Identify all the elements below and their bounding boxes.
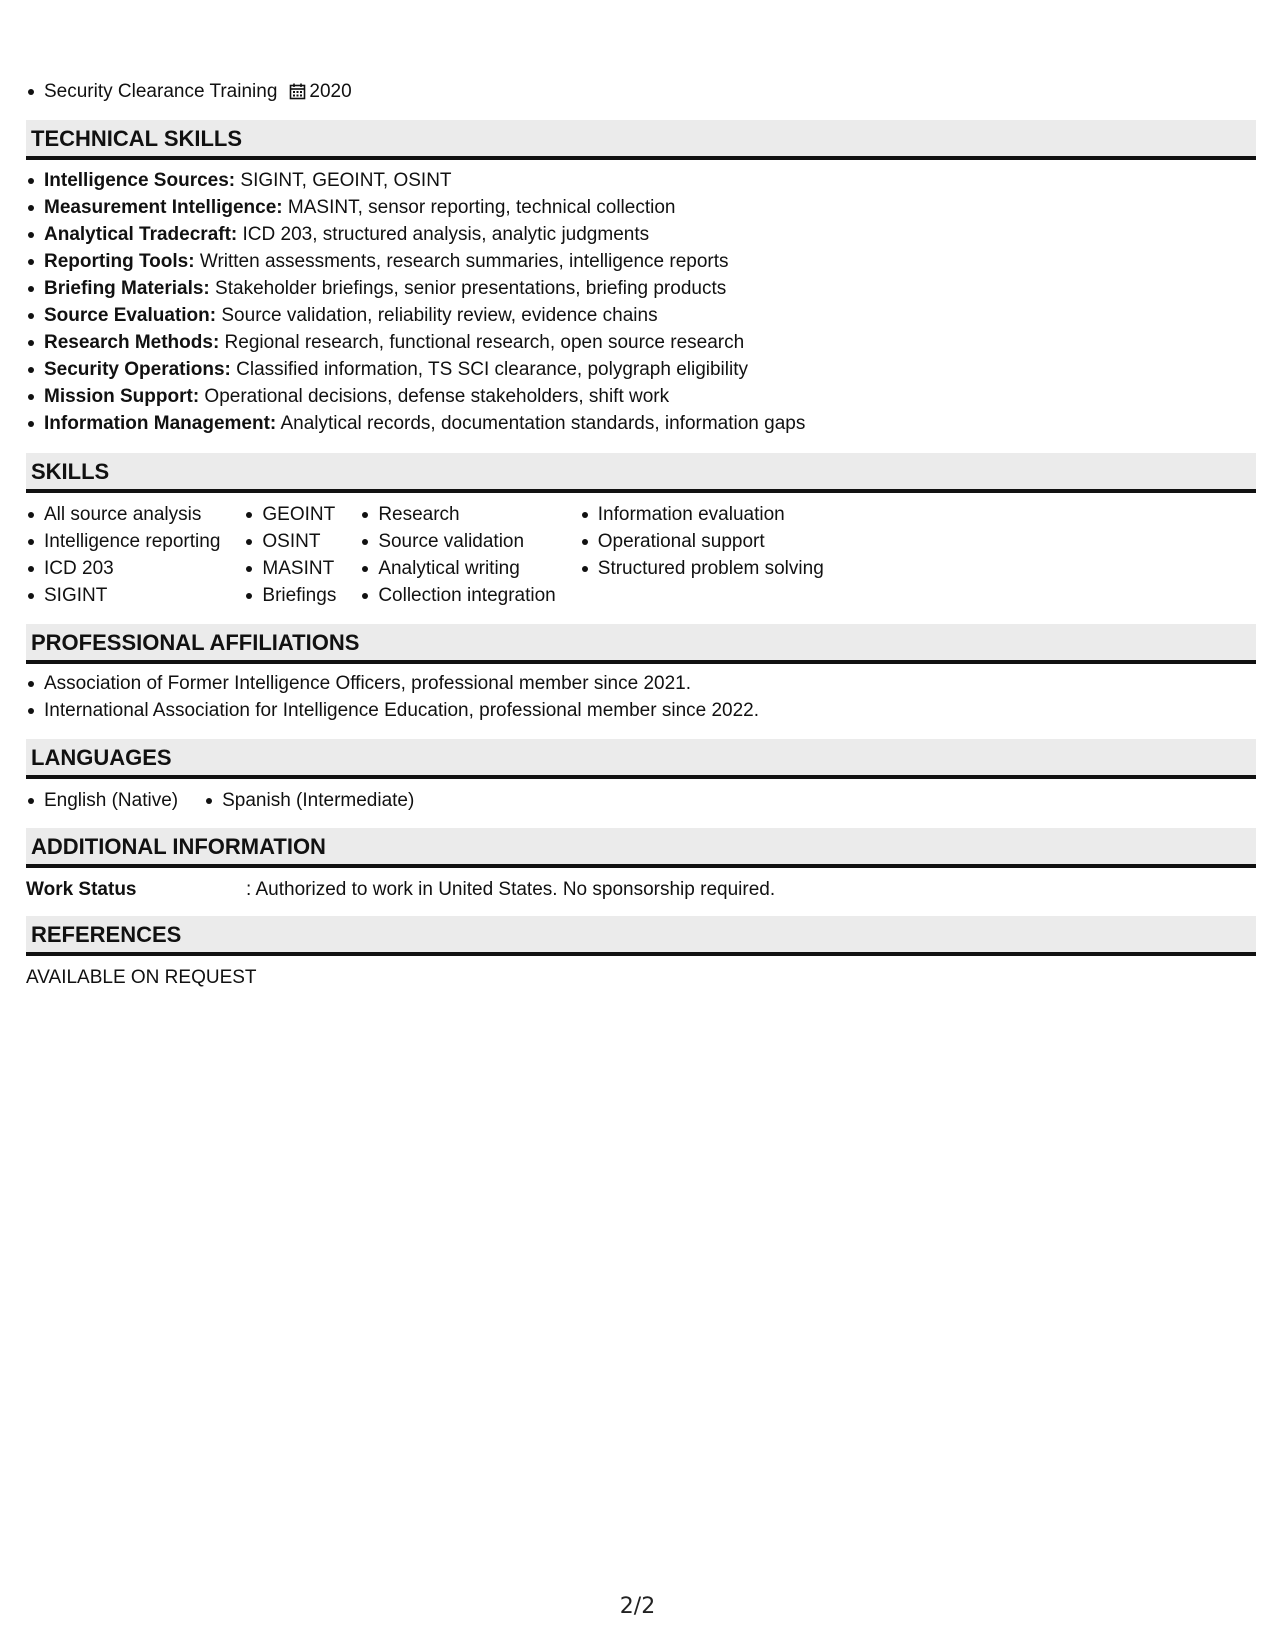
skill-item: Information evaluation <box>580 501 824 528</box>
technical-skill-label: Briefing Materials: <box>44 278 210 299</box>
technical-skill-item <box>26 248 805 275</box>
technical-skill-text: ICD 203, structured analysis, analytic judgments <box>237 224 650 245</box>
affiliations-list <box>26 670 759 724</box>
technical-skill-item <box>26 329 805 356</box>
technical-skill-label: Measurement Intelligence: <box>44 197 283 218</box>
skills-columns <box>26 501 848 609</box>
skill-item: Collection integration <box>360 582 555 609</box>
page-number: 2/2 <box>619 1594 656 1619</box>
technical-skill-item <box>26 410 805 437</box>
list-item <box>26 78 352 108</box>
skills-column <box>244 501 336 609</box>
skill-item: MASINT <box>244 555 336 582</box>
technical-skill-item <box>26 356 805 383</box>
technical-skill-item <box>26 302 805 329</box>
skill-item: OSINT <box>244 528 336 555</box>
technical-skill-label: Information Management: <box>44 413 277 434</box>
technical-skill-item <box>26 194 805 221</box>
technical-skill-label: Source Evaluation: <box>44 305 217 326</box>
technical-skill-label: Mission Support: <box>44 386 200 407</box>
skill-item: SIGINT <box>26 582 220 609</box>
language-item: English (Native) <box>26 787 178 814</box>
technical-skill-text: Regional research, functional research, open source research <box>219 332 745 353</box>
technical-skill-item <box>26 383 805 410</box>
additional-information-heading: ADDITIONAL INFORMATION <box>26 828 1256 868</box>
training-label: Security Clearance Training <box>44 81 278 102</box>
references-heading: REFERENCES <box>26 916 1256 956</box>
skills-column <box>580 501 824 609</box>
technical-skill-text: MASINT, sensor reporting, technical collection <box>282 197 676 218</box>
references-text: AVAILABLE ON REQUEST <box>26 967 257 988</box>
training-year: 2020 <box>309 81 352 102</box>
technical-skill-text: Source validation, reliability review, evidence chains <box>216 305 658 326</box>
skill-item: ICD 203 <box>26 555 220 582</box>
language-item: Spanish (Intermediate) <box>204 787 414 814</box>
languages-heading: LANGUAGES <box>26 739 1256 779</box>
skill-item: GEOINT <box>244 501 336 528</box>
skill-item: Structured problem solving <box>580 555 824 582</box>
training-list <box>26 78 352 108</box>
technical-skill-text: Written assessments, research summaries, intelligence reports <box>194 251 729 272</box>
technical-skills-heading: TECHNICAL SKILLS <box>26 120 1256 160</box>
technical-skill-label: Research Methods: <box>44 332 220 353</box>
skill-item: All source analysis <box>26 501 220 528</box>
technical-skill-label: Security Operations: <box>44 359 231 380</box>
calendar-icon <box>289 81 306 108</box>
technical-skill-item <box>26 221 805 248</box>
technical-skill-text: SIGINT, GEOINT, OSINT <box>235 170 452 191</box>
work-status-value: : Authorized to work in United States. No sponsorship required. <box>246 879 776 900</box>
skills-column <box>360 501 555 609</box>
skills-column <box>26 501 220 609</box>
skill-item: Analytical writing <box>360 555 555 582</box>
technical-skill-label: Intelligence Sources: <box>44 170 236 191</box>
skills-heading: SKILLS <box>26 453 1256 493</box>
technical-skill-item <box>26 275 805 302</box>
skill-item: Briefings <box>244 582 336 609</box>
affiliation-item: International Association for Intelligence Education, professional member since 2022. <box>26 697 759 724</box>
technical-skill-text: Stakeholder briefings, senior presentations, briefing products <box>209 278 727 299</box>
skill-item: Intelligence reporting <box>26 528 220 555</box>
skill-item: Research <box>360 501 555 528</box>
technical-skill-label: Reporting Tools: <box>44 251 195 272</box>
skill-item: Operational support <box>580 528 824 555</box>
technical-skill-text: Analytical records, documentation standards, information gaps <box>276 413 806 434</box>
affiliation-item: Association of Former Intelligence Officers, professional member since 2021. <box>26 670 759 697</box>
work-status-label: Work Status <box>26 879 137 900</box>
technical-skill-item <box>26 167 805 194</box>
affiliations-heading: PROFESSIONAL AFFILIATIONS <box>26 624 1256 664</box>
technical-skills-list <box>26 167 805 437</box>
work-status-row <box>26 876 775 903</box>
languages-list <box>26 787 440 814</box>
skill-item: Source validation <box>360 528 555 555</box>
technical-skill-label: Analytical Tradecraft: <box>44 224 238 245</box>
technical-skill-text: Classified information, TS SCI clearance, polygraph eligibility <box>230 359 749 380</box>
technical-skill-text: Operational decisions, defense stakeholders, shift work <box>199 386 670 407</box>
